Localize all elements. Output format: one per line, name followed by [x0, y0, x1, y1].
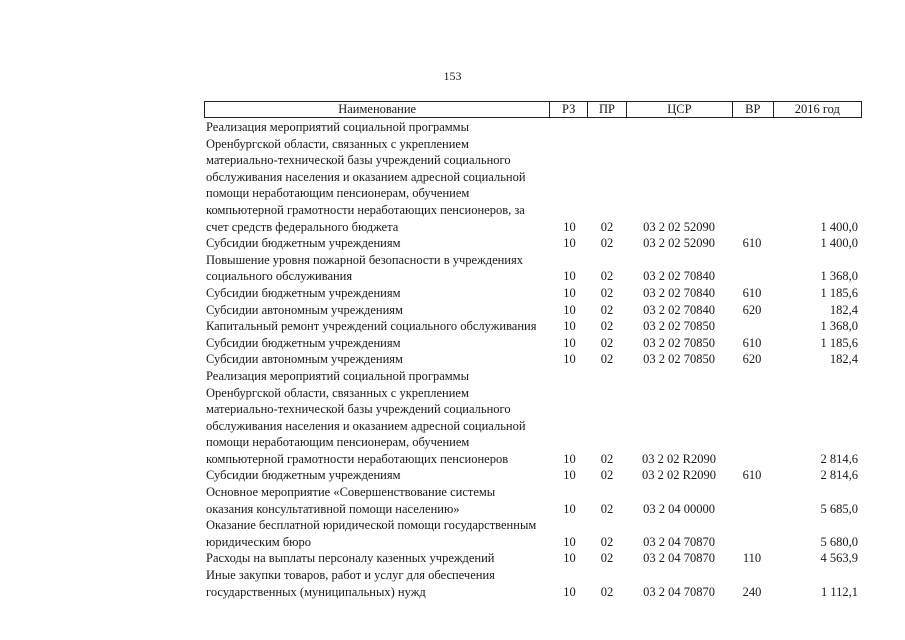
row-rz: 10 [563, 501, 576, 516]
row-name-line: компьютерной грамотности неработающих пенсионеров [206, 451, 509, 466]
row-name [204, 119, 551, 235]
row-pr: 02 [600, 352, 614, 367]
row-rz: 10 [563, 319, 576, 334]
budget-table [204, 101, 862, 600]
table-row [204, 302, 862, 319]
row-vr: 620 [742, 352, 762, 367]
row-csr: 03 2 02 70840 [643, 269, 715, 284]
row-name-line: государственных (муниципальных) нужд [206, 584, 426, 599]
row-name [204, 252, 551, 285]
row-pr: 02 [600, 501, 614, 516]
row-name [204, 235, 551, 252]
row-name [204, 517, 551, 550]
row-name-line: Субсидии бюджетным учреждениям [206, 285, 401, 300]
row-csr: 03 2 02 70850 [643, 319, 715, 334]
row-name-line: Расходы на выплаты персоналу казенных учреждений [206, 551, 495, 566]
row-name-line: обслуживания населения и оказанием адресной социальной [206, 418, 526, 433]
row-name-line: Субсидии бюджетным учреждениям [206, 335, 401, 350]
row-rz: 10 [563, 551, 576, 566]
row-name-line: Оказание бесплатной юридической помощи государственным [206, 518, 537, 533]
row-name-line: Субсидии бюджетным учреждениям [206, 468, 401, 483]
row-name-line: юридическим бюро [206, 534, 312, 549]
row-csr: 03 2 04 70870 [643, 534, 715, 549]
row-amount: 1 400,0 [820, 219, 858, 234]
row-name [204, 285, 551, 302]
row-csr: 03 2 02 70850 [643, 335, 715, 350]
row-name-line: Реализация мероприятий социальной программы [206, 120, 469, 134]
row-name [204, 335, 551, 352]
table-row [204, 335, 862, 352]
row-vr: 110 [742, 551, 762, 566]
row-csr: 03 2 04 00000 [643, 501, 715, 516]
row-amount: 2 814,6 [820, 468, 858, 483]
table-row [204, 550, 862, 567]
table-row [204, 318, 862, 335]
row-rz: 10 [563, 285, 576, 300]
row-name [204, 351, 551, 368]
row-rz: 10 [563, 302, 576, 317]
row-pr: 02 [600, 269, 614, 284]
header-csr: ЦСР [626, 102, 732, 117]
row-amount: 1 368,0 [820, 319, 858, 334]
row-pr: 02 [600, 468, 614, 483]
row-amount: 182,4 [829, 302, 858, 317]
row-name-line: Субсидии бюджетным учреждениям [206, 236, 401, 251]
row-csr: 03 2 02 70850 [643, 352, 715, 367]
row-csr: 03 2 02 52090 [643, 219, 715, 234]
header-vr: ВР [732, 102, 773, 117]
row-name [204, 302, 551, 319]
row-name-line: обслуживания населения и оказанием адресной социальной [206, 169, 526, 184]
row-amount: 5 680,0 [820, 534, 858, 549]
header-year: 2016 год [773, 102, 861, 117]
row-name [204, 567, 551, 600]
row-pr: 02 [600, 302, 614, 317]
table-row [204, 368, 862, 468]
row-pr: 02 [600, 534, 614, 549]
table-row [204, 285, 862, 302]
table-row [204, 567, 862, 600]
row-name [204, 484, 551, 517]
row-name-line: счет средств федерального бюджета [206, 219, 399, 234]
table-header [204, 101, 862, 118]
table-row [204, 235, 862, 252]
row-csr: 03 2 02 R2090 [642, 468, 716, 483]
header-pr: ПР [587, 102, 626, 117]
row-name-line: Оренбургской области, связанных с укреплением [206, 136, 469, 151]
row-amount: 1 185,6 [820, 285, 858, 300]
table-row [204, 351, 862, 368]
row-vr: 610 [742, 335, 762, 350]
row-name [204, 550, 551, 567]
row-pr: 02 [600, 451, 614, 466]
row-amount: 182,4 [829, 352, 858, 367]
row-pr: 02 [600, 584, 614, 599]
row-csr: 03 2 04 70870 [643, 584, 715, 599]
row-csr: 03 2 02 70840 [643, 302, 715, 317]
row-pr: 02 [600, 219, 614, 234]
row-pr: 02 [600, 551, 614, 566]
row-name-line: помощи неработающим пенсионерам, обучением [206, 186, 470, 201]
row-rz: 10 [563, 219, 576, 234]
row-name [204, 318, 551, 335]
row-vr: 610 [742, 468, 762, 483]
table-row [204, 517, 862, 550]
row-csr: 03 2 04 70870 [643, 551, 715, 566]
row-pr: 02 [600, 285, 614, 300]
row-name [204, 368, 551, 468]
row-rz: 10 [563, 534, 576, 549]
row-rz: 10 [563, 352, 576, 367]
row-name-line: Иные закупки товаров, работ и услуг для обеспечения [206, 568, 495, 583]
page-number: 153 [443, 69, 462, 83]
row-name-line: Субсидии автономным учреждениям [206, 302, 403, 317]
row-name-line: материально-технической базы учреждений социального [206, 402, 511, 417]
row-amount: 2 814,6 [820, 451, 858, 466]
row-name-line: помощи неработающим пенсионерам, обучением [206, 435, 470, 450]
row-name [204, 467, 551, 484]
row-pr: 02 [600, 335, 614, 350]
row-name-line: компьютерной грамотности неработающих пенсионеров, за [206, 202, 525, 217]
row-name-line: Повышение уровня пожарной безопасности в учреждениях [206, 252, 523, 267]
row-vr: 620 [742, 302, 762, 317]
row-vr: 610 [742, 236, 762, 251]
row-name-line: социального обслуживания [206, 269, 353, 284]
row-name-line: Капитальный ремонт учреждений социального обслуживания [206, 319, 537, 334]
header-rz: РЗ [549, 102, 587, 117]
row-vr: 610 [742, 285, 762, 300]
row-name-line: оказания консультативной помощи населению» [206, 501, 460, 516]
row-name-line: материально-технической базы учреждений социального [206, 153, 511, 168]
row-amount: 1 400,0 [820, 236, 858, 251]
row-name-line: Оренбургской области, связанных с укреплением [206, 385, 469, 400]
header-name: Наименование [338, 102, 417, 116]
row-rz: 10 [563, 451, 576, 466]
row-rz: 10 [563, 335, 576, 350]
table-row [204, 252, 862, 285]
row-amount: 1 368,0 [820, 269, 858, 284]
table-row [204, 467, 862, 484]
row-amount: 5 685,0 [820, 501, 858, 516]
row-pr: 02 [600, 236, 614, 251]
table-row [204, 484, 862, 517]
row-rz: 10 [563, 468, 576, 483]
table-row [204, 119, 862, 235]
row-amount: 4 563,9 [820, 551, 858, 566]
row-rz: 10 [563, 584, 576, 599]
row-csr: 03 2 02 70840 [643, 285, 715, 300]
row-vr: 240 [742, 584, 762, 599]
row-rz: 10 [563, 269, 576, 284]
row-csr: 03 2 02 R2090 [642, 451, 716, 466]
row-rz: 10 [563, 236, 576, 251]
table-body [204, 118, 862, 600]
row-name-line: Субсидии автономным учреждениям [206, 352, 403, 367]
row-name-line: Реализация мероприятий социальной программы [206, 368, 469, 383]
row-amount: 1 185,6 [820, 335, 858, 350]
row-amount: 1 112,1 [820, 584, 858, 599]
row-csr: 03 2 02 52090 [643, 236, 715, 251]
row-pr: 02 [600, 319, 614, 334]
row-name-line: Основное мероприятие «Совершенствование системы [206, 485, 496, 500]
